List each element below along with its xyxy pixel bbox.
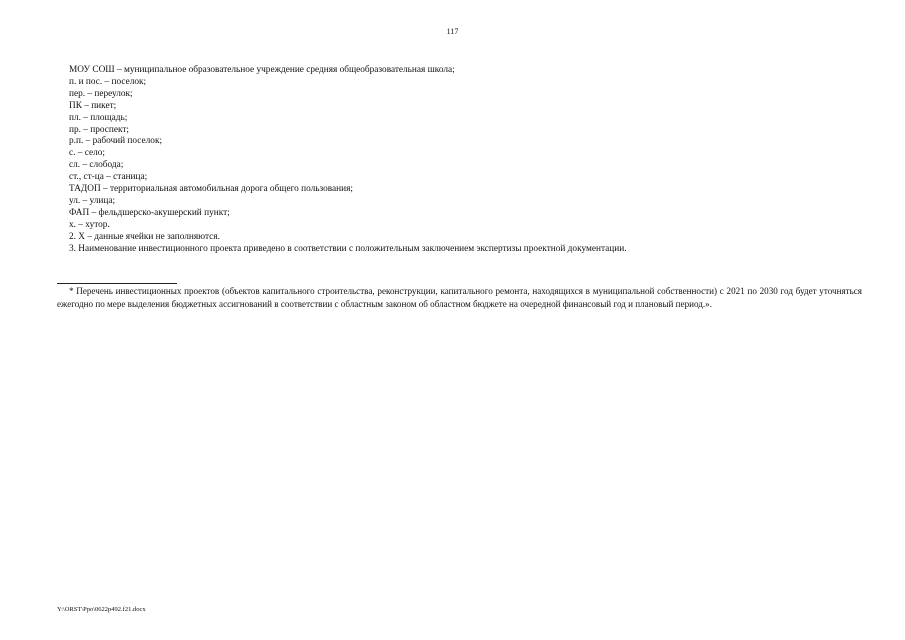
list-item: 3. Наименование инвестиционного проекта приведено в соответствии с положительным заключением экспертизы проектной документации. [69,243,627,254]
list-item: ул. – улица; [69,195,116,206]
list-item: ТАДОП – территориальная автомобильная дорога общего пользования; [69,184,353,195]
abbreviation-list [69,65,849,256]
page-number: 117 [446,27,459,36]
list-item: р.п. – рабочий поселок; [69,136,163,147]
list-item: с. – село; [69,148,105,159]
list-item: пл. – площадь; [69,112,128,123]
footnote-divider [57,283,177,284]
list-item: 2. Х – данные ячейки не заполняются. [69,231,220,242]
list-item: п. и пос. – поселок; [69,76,147,87]
list-item: ФАП – фельдшерско-акушерский пункт; [69,207,230,218]
list-item: ПК – пикет; [69,100,117,111]
list-item: ст., ст-ца – станица; [69,172,148,183]
list-item: х. – хутор. [69,219,110,230]
file-path: Y:\ORST\Ppo\0622p492.f21.docx [57,606,146,613]
footnote-text: * Перечень инвестиционных проектов (объектов капитального строительства, реконструкции, капитального ремонта, находящихся в муниципальной собственности) с 2021 по 2030 год будет уточняться ежегодно по мере выделения бюджетных ассигнований в соответствии с областным законом об областном бюджете на очередной финансовый год и плановый период.». [57,286,862,309]
list-item: МОУ СОШ – муниципальное образовательное учреждение средняя общеобразовательная школа; [69,65,455,75]
list-item: пер. – переулок; [69,88,133,99]
list-item: сл. – слобода; [69,160,124,171]
list-item: пр. – проспект; [69,124,130,135]
